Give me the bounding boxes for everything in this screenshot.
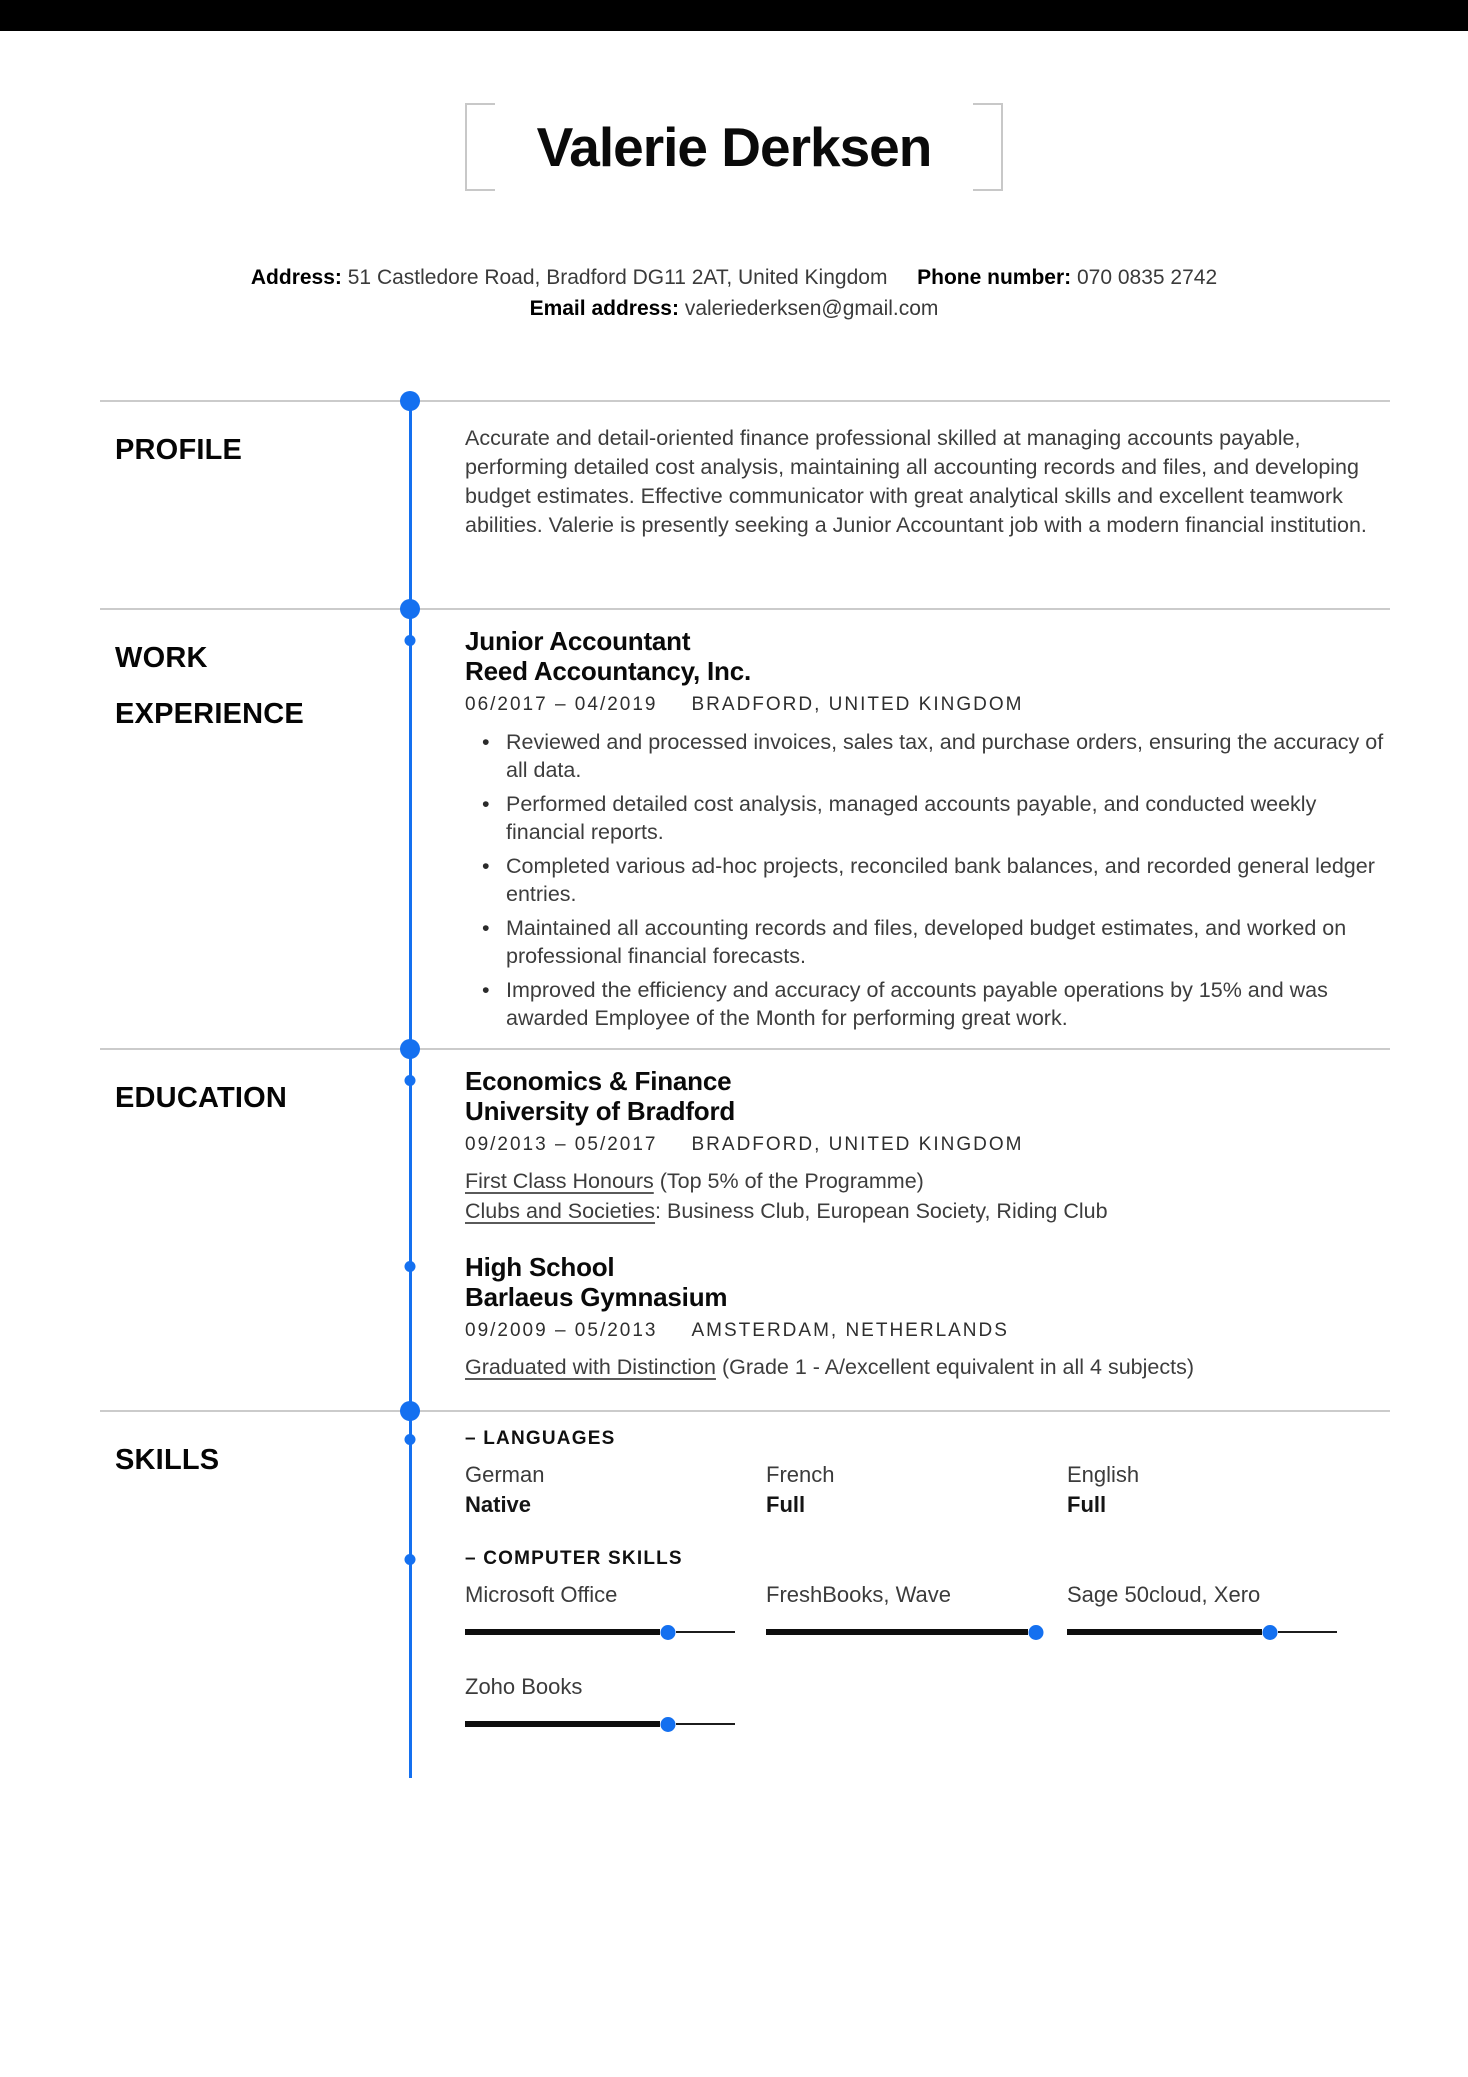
slider-fill (465, 1629, 660, 1635)
education-detail: Graduated with Distinction (Grade 1 - A/excellent equivalent in all 4 subjects) (465, 1355, 1194, 1379)
timeline-entry-dot (405, 1261, 416, 1272)
timeline-entry-dot (405, 1075, 416, 1086)
languages-label: – LANGUAGES (465, 1428, 616, 1449)
candidate-name: Valerie Derksen (536, 116, 932, 178)
work-entry (465, 626, 1390, 1032)
section-education (100, 1048, 1390, 1410)
section-profile (100, 400, 1390, 608)
job-bullet: • Completed various ad-hoc projects, reconciled bank balances, and recorded general ledger entries. (465, 852, 1390, 908)
languages-block (465, 1426, 1390, 1520)
computer-skill-item (1067, 1580, 1368, 1640)
bracket-left-decoration (465, 103, 495, 191)
phone-label: Phone number: (917, 266, 1072, 289)
phone-value: 070 0835 2742 (1076, 266, 1218, 289)
slider-knob (660, 1717, 675, 1732)
section-work-experience (100, 608, 1390, 1048)
skill-level-slider (766, 1624, 1036, 1640)
timeline-entry-dot (405, 1554, 416, 1565)
resume-body (100, 400, 1390, 1790)
job-dates: 06/2017 – 04/2019 (465, 694, 658, 715)
computer-skill-item (766, 1580, 1067, 1640)
timeline-entry-dot (405, 1434, 416, 1445)
profile-text: Accurate and detail-oriented finance professional skilled at managing accounts payable, performing detailed cost analysis, maintaining all accounting records and files, and developing budget estimates. Effective communicator with great analytical skills and excellent teamwork abilities. Valerie is presently seeking a Junior Accountant job with a modern financial institution. (465, 426, 1367, 537)
job-bullet: • Reviewed and processed invoices, sales tax, and purchase orders, ensuring the accuracy of all data. (465, 728, 1390, 784)
job-dates-location (465, 692, 1390, 718)
slider-knob (660, 1625, 675, 1640)
employer-name: Reed Accountancy, Inc. (465, 656, 752, 686)
education-location: AMSTERDAM, NETHERLANDS (691, 1320, 1009, 1341)
skill-name: Zoho Books (465, 1674, 583, 1699)
email-label: Email address: (529, 297, 679, 320)
education-detail: First Class Honours (Top 5% of the Programme) (465, 1169, 924, 1193)
language-name: German (465, 1462, 545, 1487)
job-title: Junior Accountant (465, 626, 691, 656)
bracket-right-decoration (973, 103, 1003, 191)
skill-name: Sage 50cloud, Xero (1067, 1582, 1261, 1607)
degree-title: High School (465, 1252, 615, 1282)
computer-skill-item (465, 1580, 766, 1640)
degree-title: Economics & Finance (465, 1066, 732, 1096)
language-item (465, 1460, 766, 1520)
education-dates-location (465, 1132, 1390, 1158)
education-dates: 09/2009 – 05/2013 (465, 1320, 658, 1341)
job-bullet: • Improved the efficiency and accuracy of accounts payable operations by 15% and was awarded Employee of the Month for performing great work. (465, 976, 1390, 1032)
language-item (1067, 1460, 1368, 1520)
skill-name: FreshBooks, Wave (766, 1582, 952, 1607)
language-name: English (1067, 1462, 1140, 1487)
top-accent-bar (0, 0, 1468, 31)
slider-fill (1067, 1629, 1262, 1635)
education-detail: Clubs and Societies: Business Club, European Society, Riding Club (465, 1199, 1108, 1223)
name-header (0, 103, 1468, 191)
profile-heading: PROFILE (115, 434, 243, 466)
slider-track (676, 1631, 736, 1633)
language-level: Full (1067, 1492, 1107, 1517)
address-value: 51 Castledore Road, Bradford DG11 2AT, United Kingdom (347, 266, 888, 289)
contact-line-1 (0, 262, 1468, 293)
job-location: BRADFORD, UNITED KINGDOM (691, 694, 1024, 715)
education-heading: EDUCATION (115, 1082, 288, 1114)
job-bullet-list (465, 728, 1390, 1032)
skills-heading: SKILLS (115, 1444, 220, 1476)
job-bullet: • Performed detailed cost analysis, managed accounts payable, and conducted weekly financial reports. (465, 790, 1390, 846)
work-heading: WORK EXPERIENCE (115, 642, 304, 730)
education-entry (465, 1252, 1390, 1382)
education-dates: 09/2013 – 05/2017 (465, 1134, 658, 1155)
skill-level-slider (1067, 1624, 1337, 1640)
section-skills (100, 1410, 1390, 1790)
job-bullet: • Maintained all accounting records and files, developed budget estimates, and worked on professional financial forecasts. (465, 914, 1390, 970)
slider-track (676, 1723, 736, 1725)
school-name: Barlaeus Gymnasium (465, 1282, 728, 1312)
skill-name: Microsoft Office (465, 1582, 618, 1607)
slider-knob (1029, 1625, 1044, 1640)
skill-level-slider (465, 1624, 735, 1640)
slider-fill (465, 1721, 660, 1727)
address-label: Address: (250, 266, 342, 289)
contact-line-2 (0, 293, 1468, 324)
skill-level-slider (465, 1716, 735, 1732)
slider-track (1278, 1631, 1338, 1633)
education-location: BRADFORD, UNITED KINGDOM (691, 1134, 1024, 1155)
email-value: valeriederksen@gmail.com (684, 297, 939, 320)
education-entry (465, 1066, 1390, 1226)
language-level: Native (465, 1492, 532, 1517)
languages-grid (465, 1460, 1390, 1520)
language-level: Full (766, 1492, 806, 1517)
language-item (766, 1460, 1067, 1520)
slider-knob (1262, 1625, 1277, 1640)
language-name: French (766, 1462, 835, 1487)
school-name: University of Bradford (465, 1096, 736, 1126)
slider-fill (766, 1629, 1028, 1635)
computer-skill-item (465, 1672, 766, 1732)
contact-block (0, 262, 1468, 324)
education-dates-location (465, 1318, 1390, 1344)
computer-skills-block (465, 1546, 1390, 1732)
computer-skills-label: – COMPUTER SKILLS (465, 1548, 683, 1569)
timeline-entry-dot (405, 635, 416, 646)
computer-skills-grid (465, 1580, 1390, 1732)
